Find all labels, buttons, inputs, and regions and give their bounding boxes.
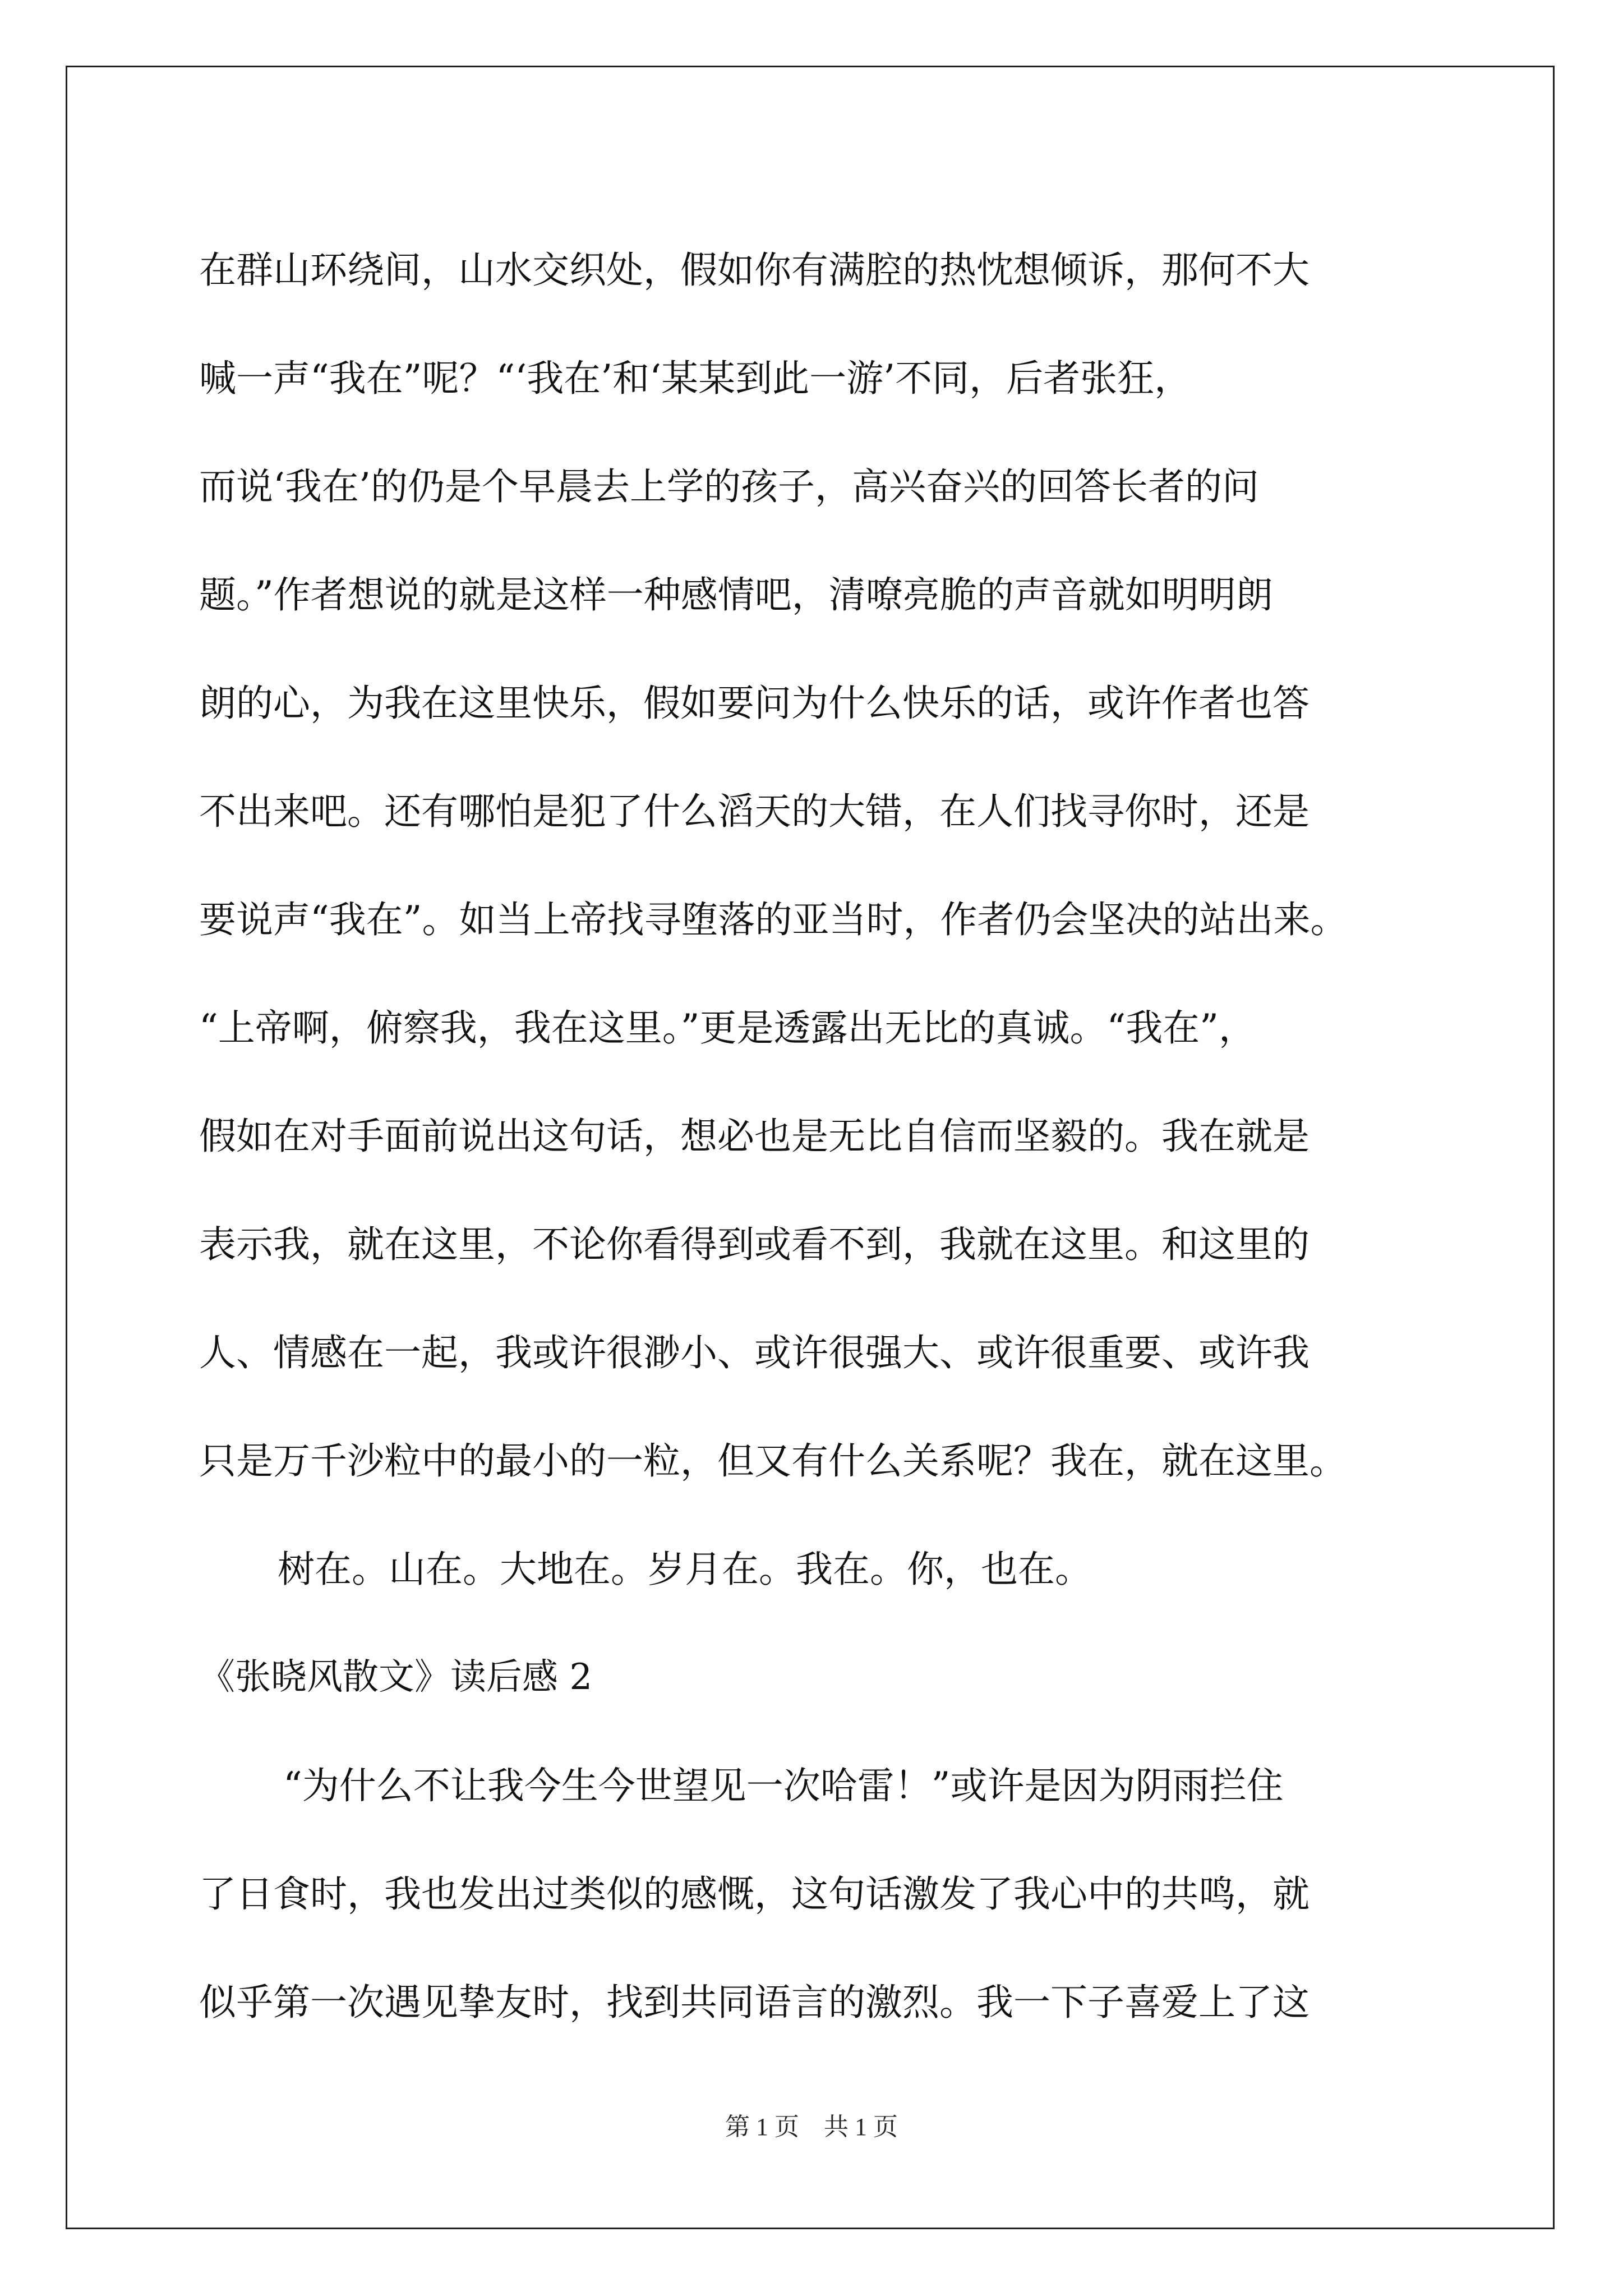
body-text-line: 表示我，就在这里，不论你看得到或看不到，我就在这里。和这里的 [199,1223,1310,1266]
body-text-line: “上帝啊，俯察我，我在这里。”更是透露出无比的真诚。“我在”， [199,1006,1256,1050]
body-text-line: 了日食时，我也发出过类似的感慨，这句话激发了我心中的共鸣，就 [199,1872,1310,1916]
body-text-line: 而说‘我在’的仍是个早晨去上学的孩子，高兴奋兴的回答长者的问 [199,465,1259,508]
body-text-line: 喊一声“我在”呢？“‘我在’和‘某某到此一游’不同，后者张狂， [199,357,1192,400]
closing-line: 树在。山在。大地在。岁月在。我在。你，也在。 [278,1548,1092,1591]
body-text-line: 似乎第一次遇见挚友时，找到共同语言的激烈。我一下子喜爱上了这 [199,1981,1310,2024]
page-footer: 第 1 页 共 1 页 [725,2113,898,2141]
body-text-line: 不出来吧。还有哪怕是犯了什么滔天的大错，在人们找寻你时，还是 [199,790,1310,833]
document-body [199,216,1422,2056]
body-text-line: 在群山环绕间，山水交织处，假如你有满腔的热忱想倾诉，那何不大 [199,249,1310,292]
body-text-line: 题。”作者想说的就是这样一种感情吧，清嘹亮脆的声音就如明明朗 [199,573,1273,616]
body-text-line: “为什么不让我今生今世望见一次哈雷！”或许是因为阴雨拦住 [283,1764,1284,1807]
body-text-line: 假如在对手面前说出这句话，想必也是无比自信而坚毅的。我在就是 [199,1115,1310,1158]
body-text-line: 朗的心，为我在这里快乐，假如要问为什么快乐的话，或许作者也答 [199,682,1310,725]
body-text-line: 只是万千沙粒中的最小的一粒，但又有什么关系呢？我在，就在这里。 [199,1439,1347,1483]
body-text-line: 要说声“我在”。如当上帝找寻堕落的亚当时，作者仍会坚决的站出来。 [199,898,1348,941]
section-heading: 《张晓风散文》读后感 2 [199,1657,593,1698]
body-text-line: 人、情感在一起，我或许很渺小、或许很强大、或许很重要、或许我 [199,1331,1310,1374]
